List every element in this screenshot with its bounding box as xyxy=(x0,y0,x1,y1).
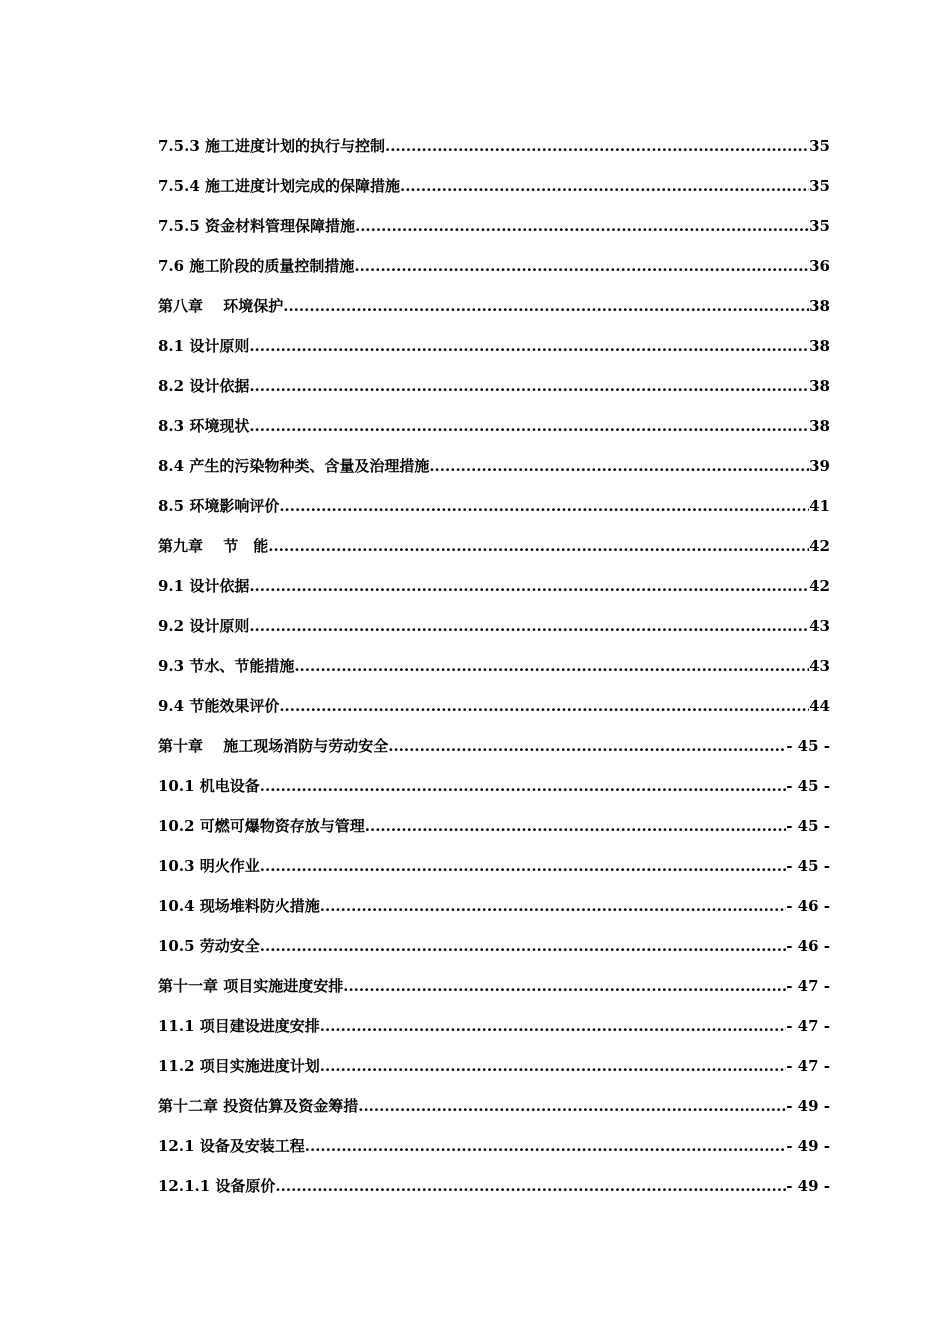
toc-dot-leader xyxy=(388,726,786,766)
toc-entry-page: 43 xyxy=(809,617,830,635)
toc-dot-leader xyxy=(279,486,809,526)
toc-entry-page: - 45 - xyxy=(786,817,830,835)
toc-entry-page: 42 xyxy=(809,577,830,595)
toc-entry-page: - 49 - xyxy=(786,1097,830,1115)
toc-dot-leader xyxy=(385,126,809,166)
toc-dot-leader xyxy=(260,926,786,966)
table-of-contents xyxy=(158,126,830,1206)
toc-entry-title: 8.1 设计原则 xyxy=(158,337,250,355)
toc-dot-leader xyxy=(320,1006,786,1046)
toc-entry-page: 36 xyxy=(809,257,830,275)
toc-entry-page: 38 xyxy=(809,377,830,395)
toc-dot-leader xyxy=(249,366,809,406)
toc-entry-title: 10.2 可燃可爆物资存放与管理 xyxy=(158,817,365,835)
toc-entry-title: 11.1 项目建设进度安排 xyxy=(158,1017,320,1035)
toc-entry[interactable] xyxy=(158,326,830,366)
toc-entry-title: 11.2 项目实施进度计划 xyxy=(158,1057,320,1075)
toc-entry[interactable] xyxy=(158,846,830,886)
toc-entry[interactable] xyxy=(158,1046,830,1086)
toc-entry[interactable] xyxy=(158,766,830,806)
toc-entry-page: - 47 - xyxy=(786,977,830,995)
toc-entry[interactable] xyxy=(158,166,830,206)
toc-dot-leader xyxy=(429,446,809,486)
toc-entry[interactable] xyxy=(158,646,830,686)
toc-entry-page: 44 xyxy=(809,697,830,715)
toc-entry-title: 9.1 设计依据 xyxy=(158,577,250,595)
toc-entry-page: 38 xyxy=(809,417,830,435)
toc-entry-page: - 45 - xyxy=(786,737,830,755)
toc-dot-leader xyxy=(320,1046,786,1086)
toc-entry[interactable] xyxy=(158,246,830,286)
toc-entry[interactable] xyxy=(158,566,830,606)
toc-entry-chapter[interactable] xyxy=(158,526,830,566)
toc-entry-title: 10.5 劳动安全 xyxy=(158,937,260,955)
toc-entry-page: - 49 - xyxy=(786,1177,830,1195)
toc-dot-leader xyxy=(275,1166,786,1206)
toc-entry-chapter[interactable] xyxy=(158,966,830,1006)
toc-entry-title: 8.4 产生的污染物种类、含量及治理措施 xyxy=(158,457,430,475)
toc-dot-leader xyxy=(355,206,809,246)
toc-dot-leader xyxy=(400,166,809,206)
toc-entry-page: 38 xyxy=(809,337,830,355)
toc-entry-page: - 47 - xyxy=(786,1017,830,1035)
toc-entry-page: - 46 - xyxy=(786,897,830,915)
toc-dot-leader xyxy=(343,966,786,1006)
toc-entry-title: 12.1 设备及安装工程 xyxy=(158,1137,305,1155)
toc-entry[interactable] xyxy=(158,366,830,406)
toc-dot-leader xyxy=(294,646,809,686)
toc-dot-leader xyxy=(260,846,786,886)
toc-entry-chapter[interactable] xyxy=(158,1086,830,1126)
toc-entry-page: - 47 - xyxy=(786,1057,830,1075)
toc-entry-page: 35 xyxy=(809,177,830,195)
toc-entry-title: 第九章 节 能 xyxy=(158,537,269,555)
toc-entry[interactable] xyxy=(158,406,830,446)
toc-entry[interactable] xyxy=(158,486,830,526)
toc-entry-title: 7.6 施工阶段的质量控制措施 xyxy=(158,257,355,275)
toc-dot-leader xyxy=(365,806,786,846)
toc-dot-leader xyxy=(283,286,809,326)
toc-entry[interactable] xyxy=(158,446,830,486)
toc-entry-title: 第十二章 投资估算及资金筹措 xyxy=(158,1097,359,1115)
toc-entry[interactable] xyxy=(158,1006,830,1046)
toc-dot-leader xyxy=(249,606,809,646)
toc-entry-title: 8.3 环境现状 xyxy=(158,417,250,435)
toc-dot-leader xyxy=(268,526,809,566)
toc-entry-page: 39 xyxy=(809,457,830,475)
toc-entry-title: 第十一章 项目实施进度安排 xyxy=(158,977,344,995)
toc-entry[interactable] xyxy=(158,206,830,246)
toc-dot-leader xyxy=(358,1086,786,1126)
toc-entry-title: 9.2 设计原则 xyxy=(158,617,250,635)
toc-dot-leader xyxy=(249,326,809,366)
toc-entry-page: 42 xyxy=(809,537,830,555)
toc-entry[interactable] xyxy=(158,926,830,966)
toc-entry-page: - 49 - xyxy=(786,1137,830,1155)
toc-entry[interactable] xyxy=(158,126,830,166)
toc-entry-title: 9.4 节能效果评价 xyxy=(158,697,280,715)
toc-entry-title: 第十章 施工现场消防与劳动安全 xyxy=(158,737,389,755)
toc-entry-title: 12.1.1 设备原价 xyxy=(158,1177,276,1195)
toc-dot-leader xyxy=(260,766,786,806)
toc-entry-title: 7.5.5 资金材料管理保障措施 xyxy=(158,217,355,235)
toc-entry-page: 35 xyxy=(809,217,830,235)
toc-dot-leader xyxy=(320,886,786,926)
toc-entry-page: 35 xyxy=(809,137,830,155)
toc-entry-chapter[interactable] xyxy=(158,286,830,326)
toc-entry[interactable] xyxy=(158,686,830,726)
toc-entry[interactable] xyxy=(158,886,830,926)
toc-entry-title: 7.5.3 施工进度计划的执行与控制 xyxy=(158,137,385,155)
toc-entry-page: 38 xyxy=(809,297,830,315)
toc-entry[interactable] xyxy=(158,606,830,646)
toc-entry-page: - 45 - xyxy=(786,777,830,795)
toc-entry-page: - 45 - xyxy=(786,857,830,875)
toc-entry-page: 41 xyxy=(809,497,830,515)
toc-dot-leader xyxy=(249,566,809,606)
toc-entry-title: 9.3 节水、节能措施 xyxy=(158,657,295,675)
toc-entry-page: - 46 - xyxy=(786,937,830,955)
toc-entry-title: 8.5 环境影响评价 xyxy=(158,497,280,515)
toc-dot-leader xyxy=(279,686,809,726)
toc-entry-title: 10.3 明火作业 xyxy=(158,857,260,875)
toc-dot-leader xyxy=(305,1126,786,1166)
toc-dot-leader xyxy=(249,406,809,446)
toc-entry[interactable] xyxy=(158,806,830,846)
toc-entry[interactable] xyxy=(158,1126,830,1166)
toc-entry-chapter[interactable] xyxy=(158,726,830,766)
toc-entry-page: 43 xyxy=(809,657,830,675)
toc-entry-title: 第八章 环境保护 xyxy=(158,297,284,315)
toc-entry-title: 10.4 现场堆料防火措施 xyxy=(158,897,320,915)
toc-entry[interactable] xyxy=(158,1166,830,1206)
toc-entry-title: 8.2 设计依据 xyxy=(158,377,250,395)
toc-entry-title: 10.1 机电设备 xyxy=(158,777,260,795)
toc-entry-title: 7.5.4 施工进度计划完成的保障措施 xyxy=(158,177,400,195)
toc-dot-leader xyxy=(354,246,809,286)
